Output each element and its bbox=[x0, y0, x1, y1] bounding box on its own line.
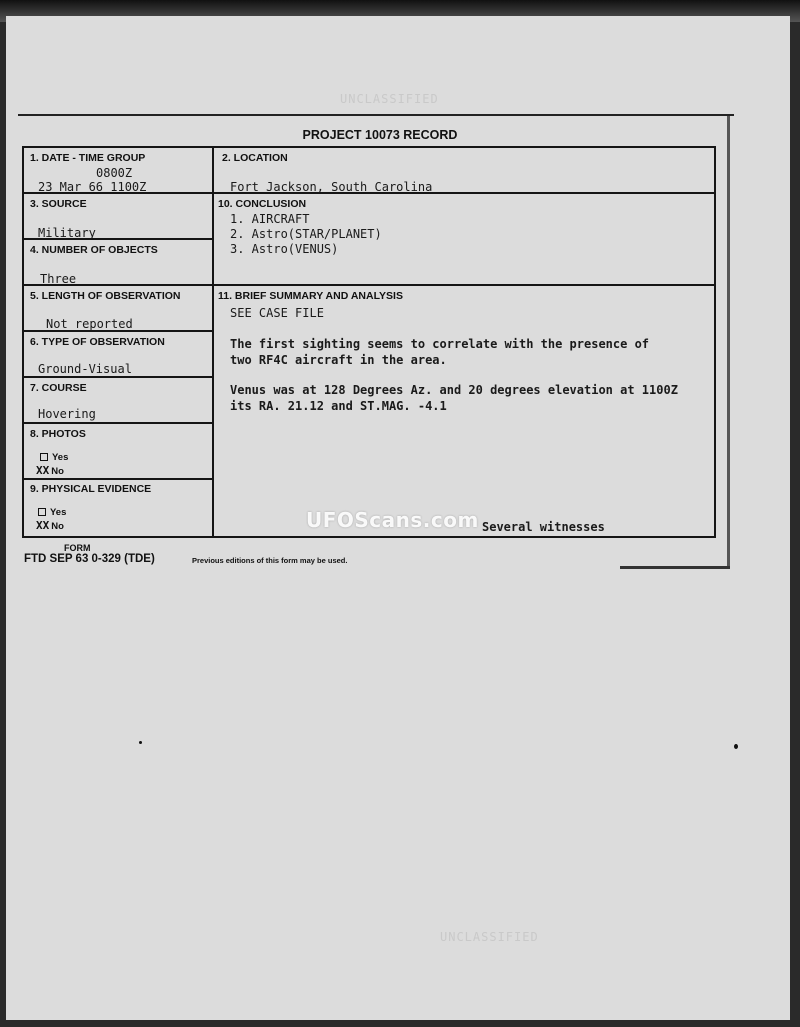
form-title: PROJECT 10073 RECORD bbox=[302, 128, 458, 142]
location-label: 2. LOCATION bbox=[222, 152, 288, 164]
conclusion-item-1: 1. AIRCRAFT bbox=[230, 212, 310, 226]
bleed-through-stamp-top: UNCLASSIFIED bbox=[340, 92, 439, 106]
evidence-label: 9. PHYSICAL EVIDENCE bbox=[30, 483, 152, 495]
course-label: 7. COURSE bbox=[30, 382, 87, 394]
summary-line-4: its RA. 21.12 and ST.MAG. -4.1 bbox=[230, 399, 447, 413]
length-label: 5. LENGTH OF OBSERVATION bbox=[30, 290, 181, 302]
date-label: 1. DATE - TIME GROUP bbox=[30, 152, 146, 164]
photos-yes-checkbox bbox=[40, 453, 48, 461]
header-rule bbox=[18, 114, 734, 116]
bleed-through-stamp-bottom: UNCLASSIFIED bbox=[440, 930, 539, 944]
photos-no-option: XX No bbox=[36, 464, 64, 477]
footer-note: Previous editions of this form may be used. bbox=[192, 556, 348, 565]
conclusion-label: 10. CONCLUSION bbox=[218, 198, 307, 210]
form-shadow-right bbox=[727, 116, 730, 568]
type-value: Ground-Visual bbox=[38, 362, 132, 376]
length-value: Not reported bbox=[46, 317, 133, 331]
evidence-yes-option: Yes bbox=[38, 507, 66, 518]
photos-yes-option: Yes bbox=[40, 452, 68, 463]
objects-label: 4. NUMBER OF OBJECTS bbox=[30, 244, 158, 256]
footer-form-label: FORM bbox=[64, 543, 91, 553]
summary-label: 11. BRIEF SUMMARY AND ANALYSIS bbox=[218, 290, 403, 302]
summary-line-1: The first sighting seems to correlate with the presence of bbox=[230, 337, 650, 351]
course-value: Hovering bbox=[38, 407, 96, 421]
evidence-no-option: XX No bbox=[36, 519, 64, 532]
row-divider-conclusion bbox=[212, 284, 714, 286]
photos-label: 8. PHOTOS bbox=[30, 428, 86, 440]
objects-value: Three bbox=[40, 272, 77, 286]
source-value: Military bbox=[38, 226, 96, 240]
date-time-value: 0800Z bbox=[96, 166, 133, 180]
row-divider-photos bbox=[24, 478, 214, 480]
location-value: Fort Jackson, South Carolina bbox=[230, 180, 433, 194]
conclusion-item-2: 2. Astro(STAR/PLANET) bbox=[230, 227, 382, 241]
scan-speck bbox=[734, 744, 738, 749]
summary-line-3: Venus was at 128 Degrees Az. and 20 degrees elevation at 1100Z bbox=[230, 383, 678, 397]
scan-speck bbox=[139, 741, 142, 744]
summary-line-2: two RF4C aircraft in the area. bbox=[230, 353, 447, 367]
summary-witnesses: Several witnesses bbox=[482, 520, 605, 534]
form-shadow-bottom bbox=[620, 566, 730, 569]
date-value: 23 Mar 66 1100Z bbox=[38, 180, 147, 194]
evidence-yes-checkbox bbox=[38, 508, 46, 516]
type-label: 6. TYPE OF OBSERVATION bbox=[30, 336, 165, 348]
photos-no-mark: XX bbox=[36, 464, 50, 477]
row-divider-type bbox=[24, 376, 214, 378]
source-label: 3. SOURCE bbox=[30, 198, 87, 210]
watermark: UFOScans.com bbox=[306, 508, 479, 532]
evidence-no-mark: XX bbox=[36, 519, 50, 532]
footer-form-code: FTD SEP 63 0-329 (TDE) bbox=[24, 553, 155, 565]
conclusion-item-3: 3. Astro(VENUS) bbox=[230, 242, 339, 256]
row-divider-course bbox=[24, 422, 214, 424]
summary-case-file: SEE CASE FILE bbox=[230, 306, 324, 320]
